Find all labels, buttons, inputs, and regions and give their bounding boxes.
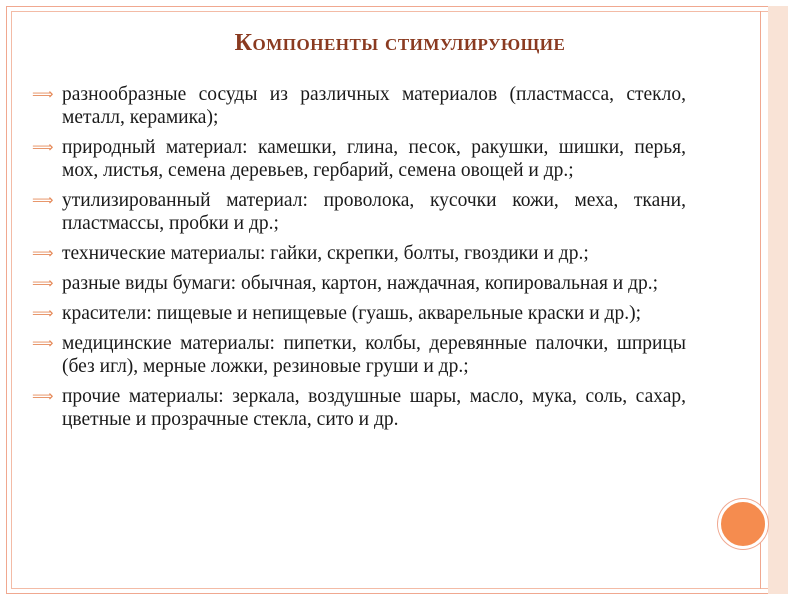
list-item bbox=[32, 242, 686, 265]
list-item-text: прочие материалы: зеркала, воздушные шары, масло, мука, соль, сахар, цветные и прозрачные стекла, сито и др. bbox=[62, 386, 686, 430]
list-item-text: разнообразные сосуды из различных материалов (пластмасса, стекло, металл, керамика); bbox=[62, 84, 686, 128]
accent-circle bbox=[718, 499, 768, 549]
bullet-arrow-icon: ⟹ bbox=[32, 389, 54, 405]
list-item bbox=[32, 272, 686, 295]
list-item-text: разные виды бумаги: обычная, картон, наждачная, копировальная и др.; bbox=[62, 273, 659, 294]
bullet-arrow-icon: ⟹ bbox=[32, 193, 54, 209]
list-item bbox=[32, 332, 686, 378]
list-item-text: красители: пищевые и непищевые (гуашь, акварельные краски и др.); bbox=[62, 303, 641, 324]
bullet-arrow-icon: ⟹ bbox=[32, 306, 54, 322]
slide-title: Компоненты стимулирующие bbox=[234, 30, 566, 56]
list-item-text: технические материалы: гайки, скрепки, болты, гвоздики и др.; bbox=[62, 243, 589, 264]
side-band bbox=[768, 6, 788, 594]
list-item-text: природный материал: камешки, глина, песок, ракушки, шишки, перья, мох, листья, семена деревьев, гербарий, семена овощей и др.; bbox=[62, 137, 686, 181]
bullet-list bbox=[32, 83, 686, 438]
bullet-arrow-icon: ⟹ bbox=[32, 140, 54, 156]
side-divider bbox=[760, 11, 761, 589]
list-item bbox=[32, 385, 686, 431]
bullet-arrow-icon: ⟹ bbox=[32, 276, 54, 292]
list-item bbox=[32, 136, 686, 182]
bullet-arrow-icon: ⟹ bbox=[32, 246, 54, 262]
list-item bbox=[32, 302, 686, 325]
list-item bbox=[32, 83, 686, 129]
list-item-text: медицинские материалы: пипетки, колбы, деревянные палочки, шприцы (без игл), мерные ложки, резиновые груши и др.; bbox=[62, 333, 686, 377]
list-item-text: утилизированный материал: проволока, кусочки кожи, меха, ткани, пластмассы, пробки и др.; bbox=[62, 190, 686, 234]
list-item bbox=[32, 189, 686, 235]
bullet-arrow-icon: ⟹ bbox=[32, 87, 54, 103]
bullet-arrow-icon: ⟹ bbox=[32, 336, 54, 352]
